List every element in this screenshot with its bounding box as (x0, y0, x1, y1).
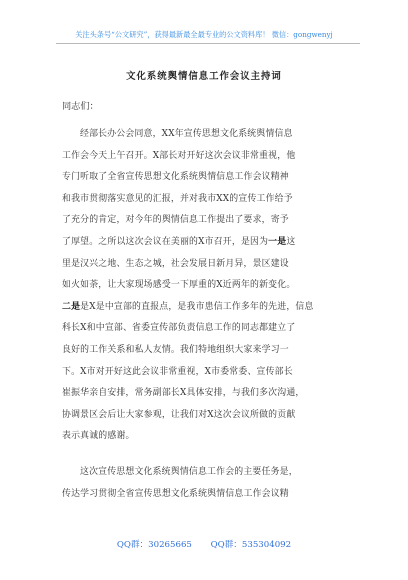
paragraph-line: 经部长办公会同意，XX年宣传思想文化系统舆情信息 (80, 129, 293, 139)
line-text: 是汉兴之地、生态之城，社会发展日新月异，景区建设 (71, 258, 289, 269)
paragraph-line (62, 297, 354, 319)
paragraph-line: 协调景区会后让大家参观，让我们对X这次会议所做的贡献 (62, 409, 296, 420)
footer-qq-group-1[interactable]: QQ群：30265665 (116, 540, 192, 550)
header-divider (56, 43, 360, 44)
paragraph-1 (62, 124, 354, 448)
emphasis-second: 二是 (62, 301, 81, 312)
paragraph-2 (62, 462, 354, 505)
paragraph-line: 崔振华亲自安排，常务副部长X具体安排，与我们多次沟通， (62, 388, 305, 399)
paragraph-line: 如火如荼，让大家现场感受一下厚重的X近两年的新变化。 (62, 280, 296, 291)
line-text: 里 (62, 258, 72, 269)
paragraph-line: 传达学习贯彻全省宣传思想文化系统舆情信息工作会议精 (62, 488, 289, 499)
paragraph-line: 专门听取了全省宣传思想文化系统舆情信息工作会议精神 (62, 172, 289, 183)
paragraph-line: 这次宣传思想文化系统舆情信息工作会的主要任务是， (80, 467, 298, 477)
paragraph-line: 良好的工作关系和私人友情。我们特地组织大家来学习一 (62, 344, 289, 355)
salutation: 同志们： (62, 101, 99, 112)
footer-qq-group-2[interactable]: QQ群：535304092 (210, 540, 292, 550)
document-title: 文化系统舆情信息工作会议主持词 (126, 71, 282, 82)
footer (0, 538, 408, 550)
line-text: 了厚望。之所以这次会议在美丽的X市召开，是因为 (62, 236, 269, 247)
paragraph-line: 下。X市对开好这此会议非常重视，X市委常委、宣传部长 (62, 366, 293, 377)
paragraph-line (62, 232, 354, 254)
paragraph-line: 工作会今天上午召开。X部长对开好这次会议非常重视，他 (62, 150, 296, 161)
paragraph-line: 了充分的肯定，对今年的舆情信息工作提出了要求，寄予 (62, 215, 289, 226)
paragraph-line: 科长X和中宣部、省委宣传部负责信息工作的同志都建立了 (62, 323, 296, 334)
emphasis-first: 一是 (268, 236, 287, 247)
paragraph-line: 和我市贯彻落实意见的汇报，并对我市XX的宣传工作给予 (62, 193, 293, 204)
header-note: 关注头条号“公文研究”，获得最新最全最专业的公文资料库！ 微信：gongwenyj (75, 30, 333, 39)
line-text: 这 (286, 236, 296, 247)
paragraph-line: 表示真诚的感谢。 (62, 431, 135, 442)
line-text: 是X是中宣部的直报点，是我市患信工作多年的先进，信息 (80, 301, 314, 312)
paragraph-line (62, 254, 354, 276)
